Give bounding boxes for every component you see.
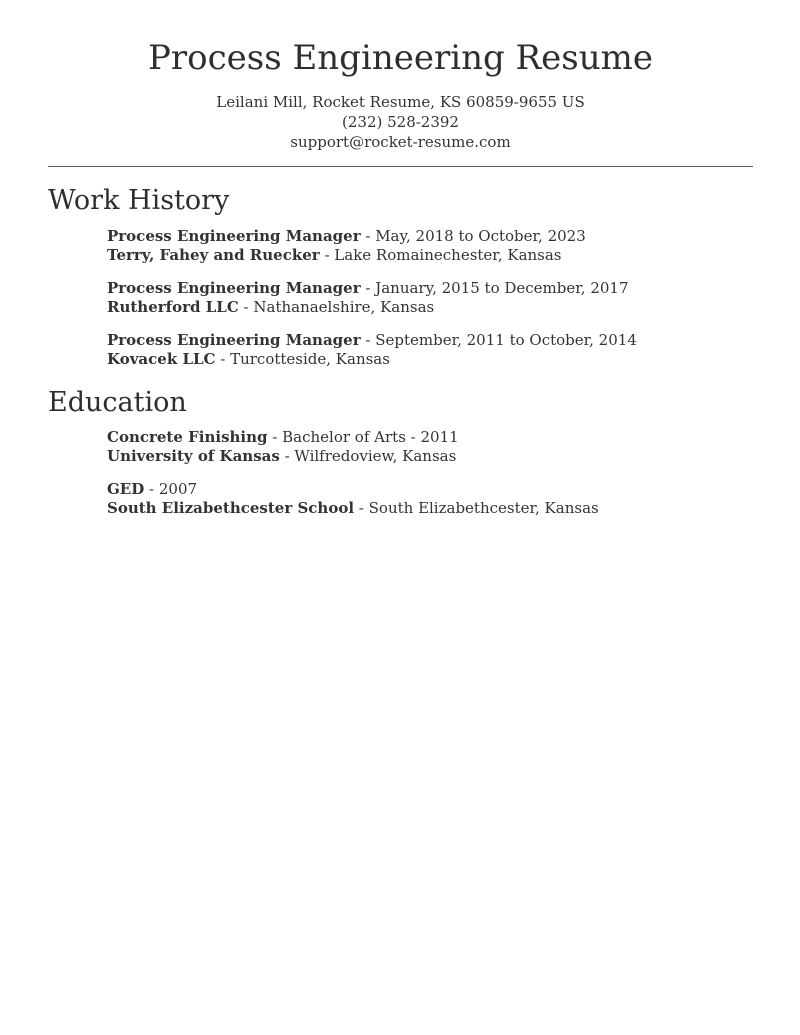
entry-degree-line: [107, 480, 753, 499]
contact-address: Leilani Mill, Rocket Resume, KS 60859-9655 US: [216, 93, 585, 112]
program-name: Concrete Finishing: [107, 428, 268, 447]
page-title: Process Engineering Resume: [148, 38, 653, 78]
section-work-history: [48, 185, 753, 369]
entry-role-line: [107, 227, 753, 246]
education-entries: [107, 428, 753, 518]
separator: -: [319, 245, 335, 264]
separator: -: [360, 330, 376, 349]
job-title: Process Engineering Manager: [107, 226, 361, 245]
program-name: GED: [107, 480, 145, 499]
separator: -: [360, 226, 376, 245]
job-location: Nathanaelshire, Kansas: [253, 297, 435, 316]
work-entry: [107, 227, 753, 265]
school-name: South Elizabethcester School: [107, 499, 355, 518]
education-heading: Education: [48, 386, 187, 418]
work-history-entries: [107, 227, 753, 369]
job-title: Process Engineering Manager: [107, 330, 361, 349]
education-entry: [107, 480, 753, 518]
separator: -: [215, 349, 231, 368]
entry-role-line: [107, 331, 753, 350]
entry-school-line: [107, 447, 753, 466]
contact-info: [48, 92, 753, 152]
separator: -: [238, 297, 254, 316]
company-name: Kovacek LLC: [107, 349, 216, 368]
entry-degree-line: [107, 428, 753, 447]
degree-detail: 2007: [158, 480, 198, 499]
entry-company-line: [107, 246, 753, 265]
job-location: Turcotteside, Kansas: [230, 349, 390, 368]
company-name: Terry, Fahey and Ruecker: [107, 245, 320, 264]
job-dates: May, 2018 to October, 2023: [375, 226, 586, 245]
section-education: [48, 387, 753, 519]
job-location: Lake Romainechester, Kansas: [334, 245, 562, 264]
separator: -: [360, 278, 376, 297]
entry-company-line: [107, 298, 753, 317]
job-dates: September, 2011 to October, 2014: [375, 330, 637, 349]
entry-role-line: [107, 279, 753, 298]
separator: -: [144, 480, 159, 499]
school-location: Wilfredoview, Kansas: [294, 447, 457, 466]
work-history-heading: Work History: [48, 185, 230, 217]
contact-phone: (232) 528-2392: [342, 113, 459, 132]
separator: -: [279, 447, 295, 466]
job-title: Process Engineering Manager: [107, 278, 361, 297]
degree-detail: Bachelor of Arts - 2011: [282, 428, 459, 447]
job-dates: January, 2015 to December, 2017: [375, 278, 629, 297]
separator: -: [267, 428, 283, 447]
school-name: University of Kansas: [107, 447, 280, 466]
contact-email: support@rocket-resume.com: [290, 133, 511, 152]
company-name: Rutherford LLC: [107, 297, 239, 316]
entry-company-line: [107, 350, 753, 369]
resume-header: [48, 38, 753, 152]
work-entry: [107, 279, 753, 317]
work-entry: [107, 331, 753, 369]
education-entry: [107, 428, 753, 466]
school-location: South Elizabethcester, Kansas: [368, 499, 599, 518]
header-divider: [48, 166, 753, 167]
separator: -: [354, 499, 369, 518]
entry-school-line: [107, 499, 753, 518]
